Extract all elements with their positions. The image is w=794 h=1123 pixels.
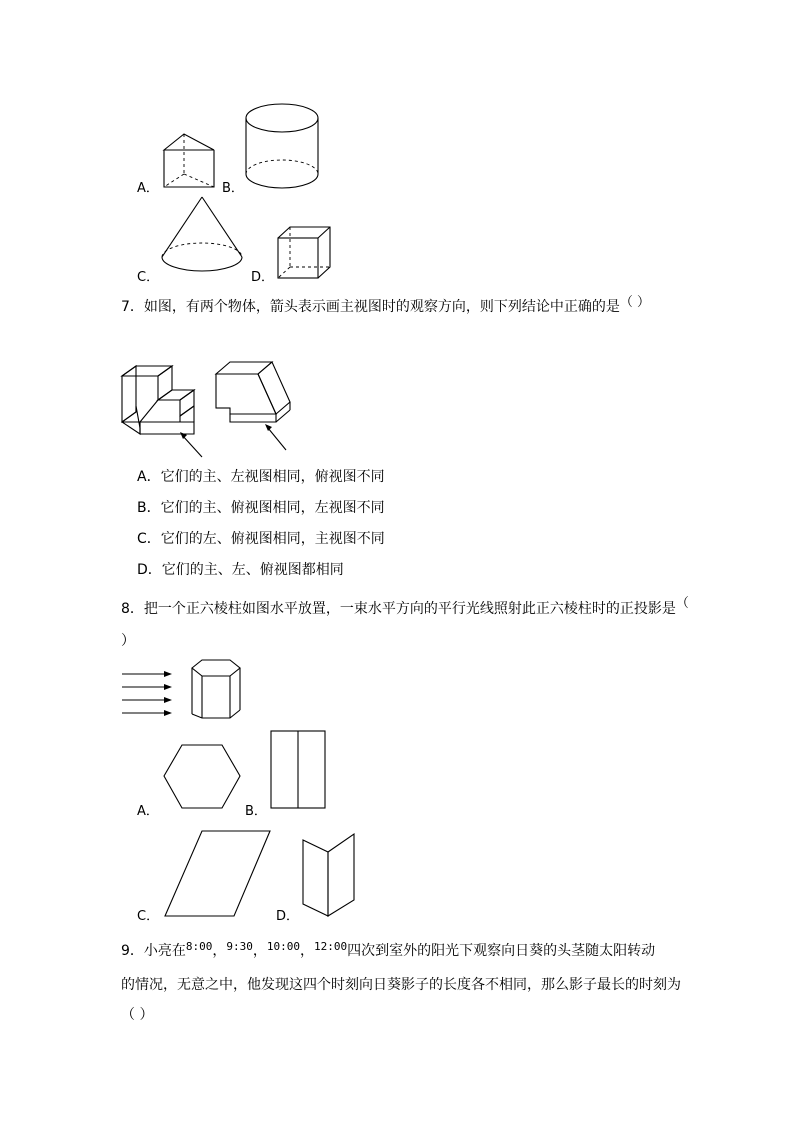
q7-choice-b: B．它们的主、俯视图相同，左视图不同 xyxy=(137,500,385,516)
q6-option-d-label: D． xyxy=(251,270,275,285)
q8-option-d-label: D． xyxy=(276,909,300,924)
q6-cone-figure xyxy=(158,195,248,285)
q8-stem-text: 8．把一个正六棱柱如图水平放置，一束水平方向的平行光线照射此正六棱柱时的正投影是 xyxy=(121,601,676,617)
q7-arrow-right xyxy=(262,420,302,460)
q6-triangular-prism-figure xyxy=(160,132,220,190)
q7-choice-c: C．它们的左、俯视图相同，主视图不同 xyxy=(137,531,385,547)
q9-sep-1: ， xyxy=(212,943,227,959)
q8-option-b-label: B． xyxy=(245,804,267,819)
q8-rectangle-with-line-figure xyxy=(268,728,328,812)
q7-choice-d: D．它们的主、左、俯视图都相同 xyxy=(137,562,344,578)
q8-stem xyxy=(121,596,689,619)
q8-option-c-label: C． xyxy=(137,909,160,924)
q7-stem-text: 7．如图，有两个物体，箭头表示画主视图时的观察方向，则下列结论中正确的是 xyxy=(121,299,620,315)
q7-answer-paren: （ ） xyxy=(619,295,651,310)
q8-folded-rectangle-figure xyxy=(300,830,360,920)
q6-option-c-label: C． xyxy=(137,270,160,285)
q8-hexagonal-prism-figure xyxy=(186,656,250,722)
q9-sep-3: ， xyxy=(300,943,315,959)
q9-time-2: 9:30 xyxy=(226,940,253,953)
q9-time-1: 8:00 xyxy=(185,940,213,953)
q9-time-4: 12:00 xyxy=(314,940,348,953)
q8-option-a-label: A． xyxy=(137,804,159,819)
q9-prefix: 9．小亮在 xyxy=(121,943,186,959)
q9-stem-line1 xyxy=(121,942,655,961)
q8-parallelogram-figure xyxy=(162,828,274,920)
q8-paren-open: （ xyxy=(675,596,689,611)
q8-paren-close: ） xyxy=(121,633,135,649)
q8-hexagon-figure xyxy=(160,742,244,814)
q7-choice-a: A．它们的主、左视图相同，俯视图不同 xyxy=(137,469,385,485)
q7-arrow-left xyxy=(174,425,214,465)
q9-answer-paren: （ ） xyxy=(121,1007,154,1023)
q6-option-b-label: B． xyxy=(222,181,244,196)
q9-stem-line2: 的情况，无意之中，他发现这四个时刻向日葵影子的长度各不相同，那么影子最长的时刻为 xyxy=(121,977,681,993)
q6-option-a-label: A． xyxy=(137,181,159,196)
q9-time-3: 10:00 xyxy=(266,940,301,953)
q8-light-rays-arrows xyxy=(118,664,178,724)
q6-cube-figure xyxy=(274,225,336,281)
q9-stem-rest: 四次到室外的阳光下观察向日葵的头茎随太阳转动 xyxy=(347,943,656,959)
q6-cylinder-figure xyxy=(244,102,324,192)
q7-stem xyxy=(121,295,651,317)
q9-sep-2: ， xyxy=(252,943,267,959)
